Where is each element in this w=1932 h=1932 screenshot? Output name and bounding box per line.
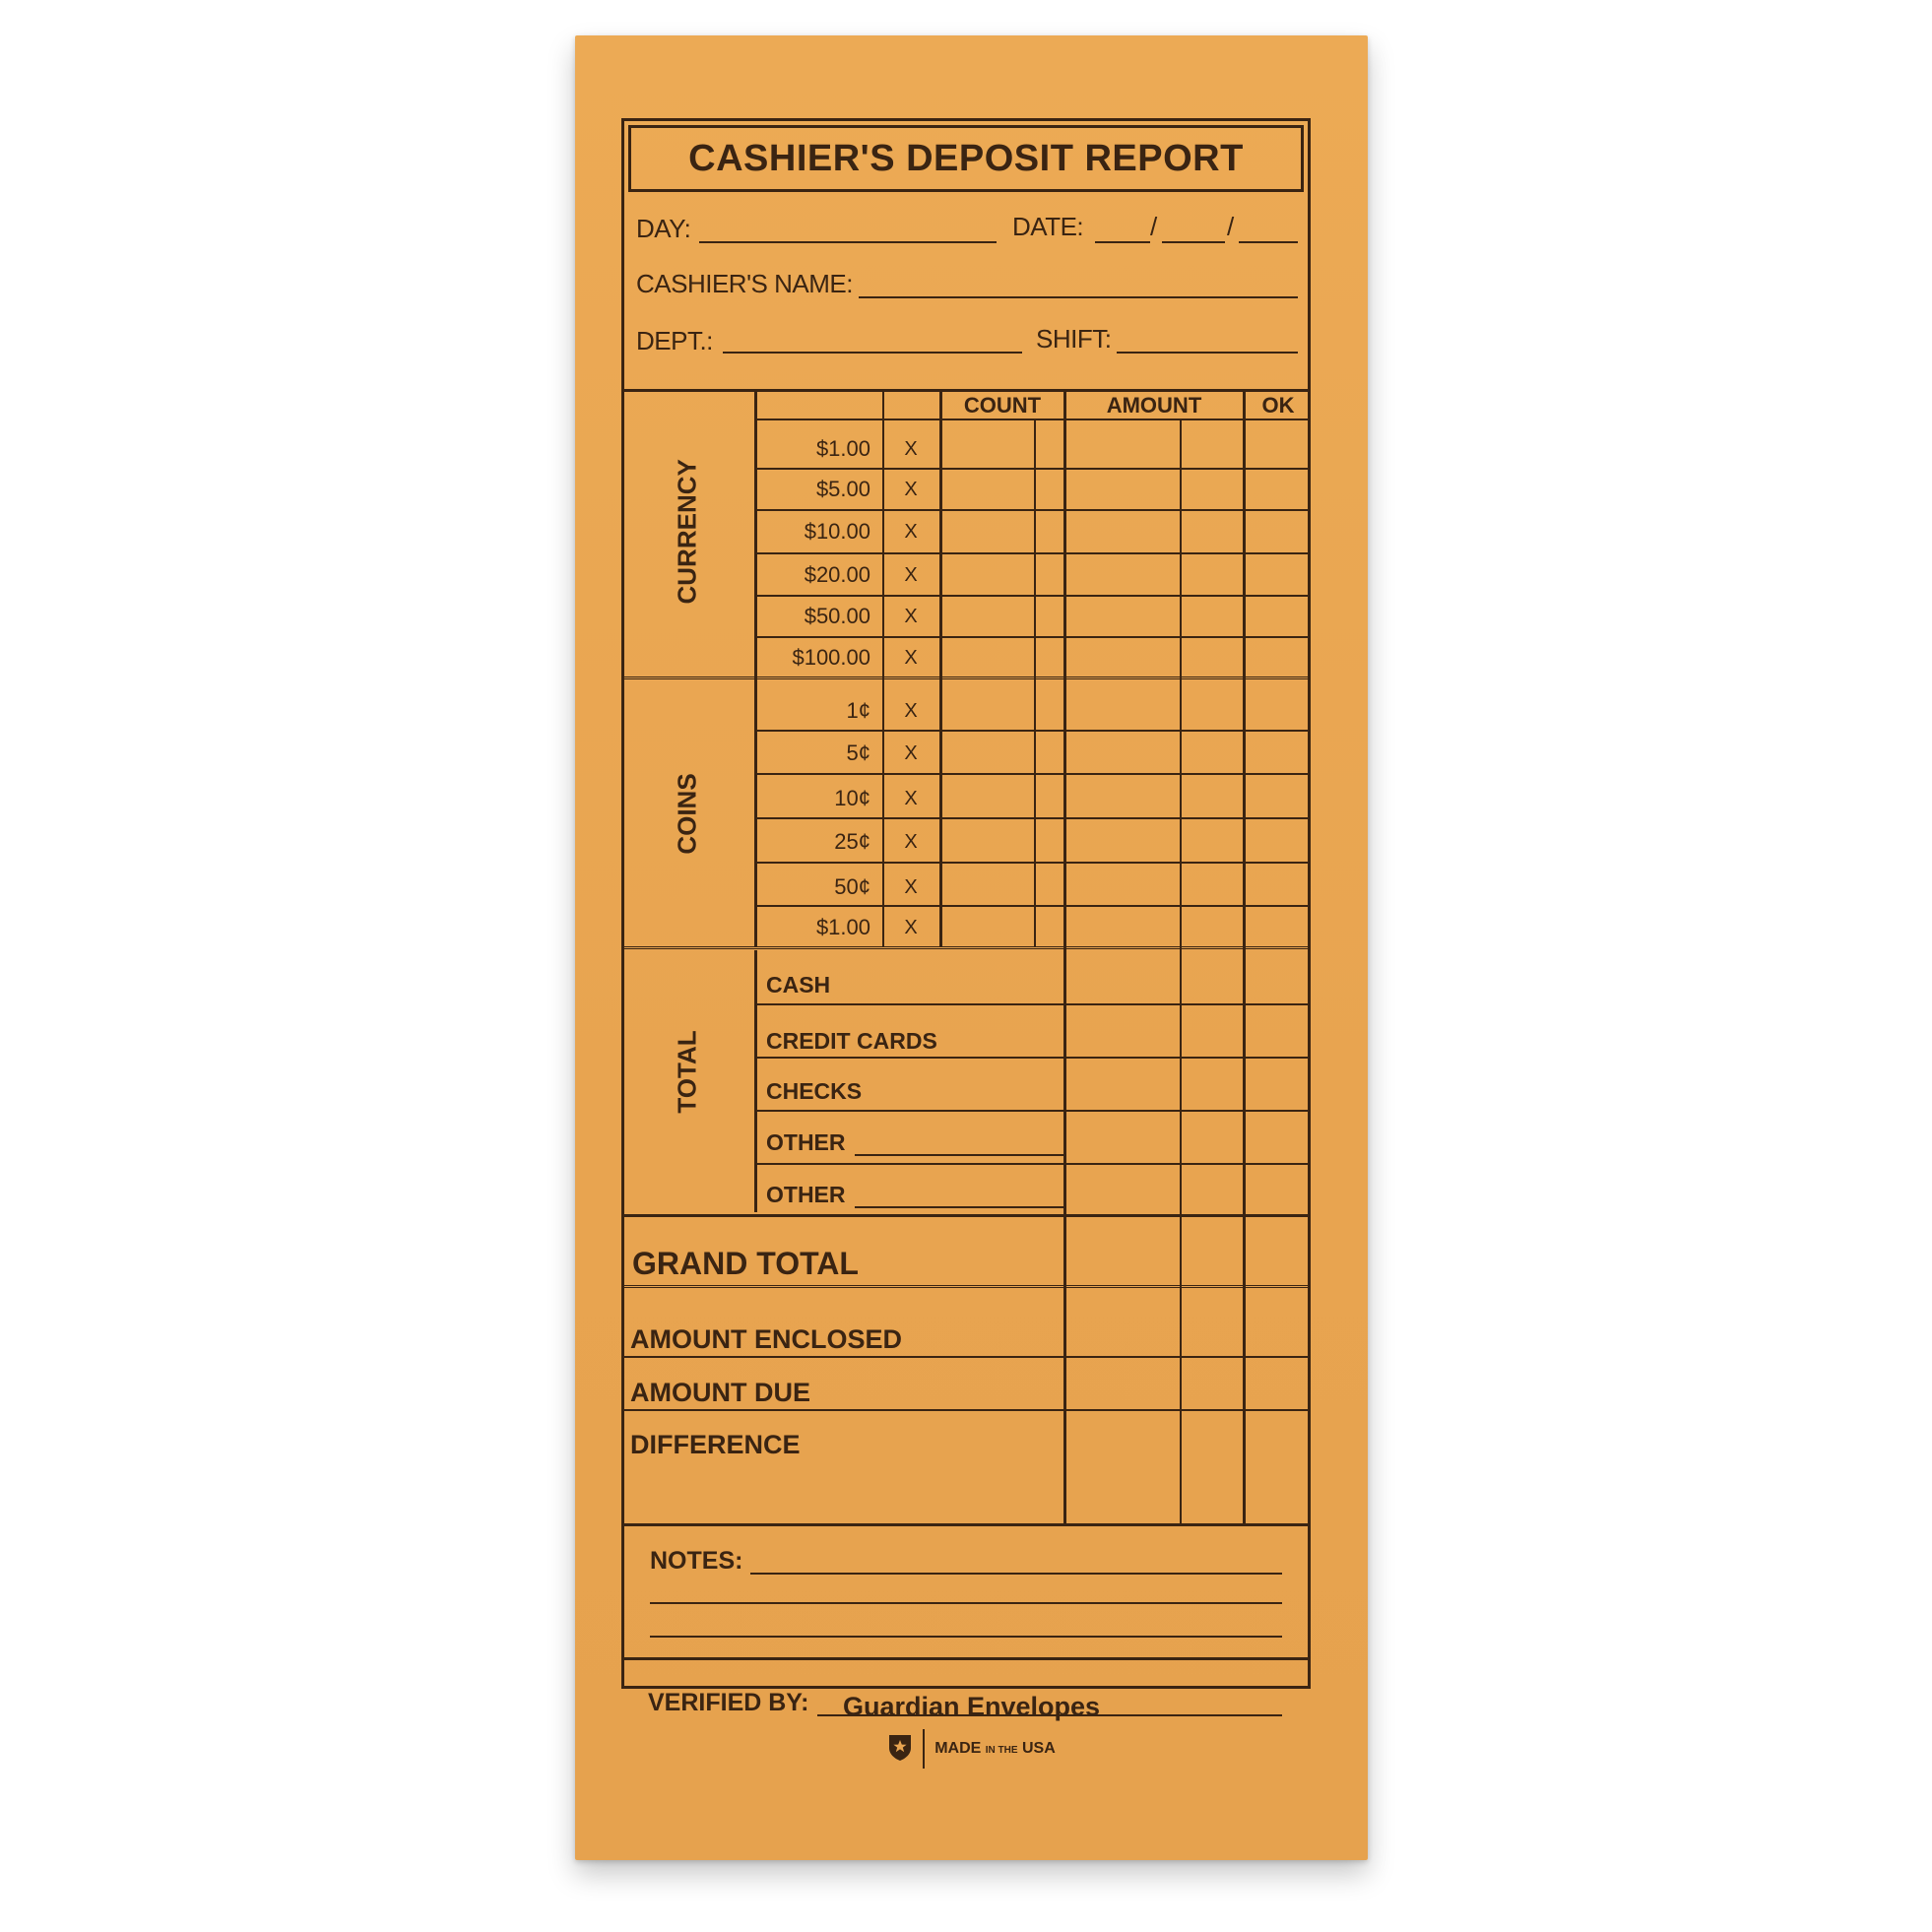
row-line [754,468,1308,470]
count-column-header: COUNT [963,393,1042,418]
currency-denomination: $100.00 [792,645,870,670]
verified-by-label: VERIFIED BY: [648,1689,809,1716]
day-field[interactable] [699,241,997,243]
notes-line[interactable] [650,1636,1282,1638]
currency-denomination: $1.00 [815,436,870,461]
total-row-other: OTHER [766,1129,846,1155]
row-line [754,595,1308,597]
date-day-field[interactable] [1162,241,1225,243]
times-mark: X [904,876,918,898]
times-mark: X [904,831,918,853]
currency-section-label: CURRENCY [672,459,702,605]
times-mark: X [904,479,918,500]
amount-column-header: AMOUNT [1106,393,1202,418]
total-row-checks: CHECKS [766,1078,863,1104]
times-mark: X [904,917,918,938]
coin-denomination: $1.00 [815,915,870,939]
total-row-credit-cards: CREDIT CARDS [766,1028,937,1054]
coin-denomination: 1¢ [846,698,870,723]
times-mark: X [904,647,918,669]
logo-divider [923,1729,925,1769]
dept-label: DEPT.: [636,326,713,355]
row-line [754,1003,1308,1005]
made-in-usa [575,1729,1368,1769]
dept-field[interactable] [723,352,1022,354]
row-line [754,1110,1308,1112]
count-subdivider [1034,419,1036,946]
times-mark: X [904,521,918,543]
times-mark: X [904,438,918,460]
coins-total-divider [624,946,1308,952]
form-title-text: CASHIER'S DEPOSIT REPORT [688,137,1244,179]
date-month-field[interactable] [1095,241,1150,243]
other-description-field[interactable] [855,1154,1063,1156]
made-text: MADE [934,1740,982,1757]
shift-label: SHIFT: [1036,324,1112,354]
currency-denomination: $50.00 [804,604,870,628]
deposit-envelope [575,35,1368,1860]
cashier-name-label: CASHIER'S NAME: [636,269,853,298]
shield-star-icon [887,1732,913,1767]
row-line [624,1356,1308,1358]
amount-due-label: AMOUNT DUE [630,1378,810,1407]
times-mark: X [904,606,918,627]
coin-denomination: 25¢ [834,829,870,854]
cashier-name-field[interactable] [859,296,1298,298]
row-line [754,636,1308,638]
brand-name: Guardian Envelopes [842,1692,1101,1721]
grand-total-divider [624,1214,1308,1217]
total-section-divider [754,950,757,1212]
date-label: DATE: [1012,212,1084,241]
times-mark: X [904,700,918,722]
row-line [754,773,1308,775]
amount-subdivider [1180,419,1182,1524]
coins-section-label: COINS [672,773,702,855]
form-title [628,125,1304,192]
difference-label: DIFFERENCE [630,1430,801,1459]
other-description-field[interactable] [855,1206,1063,1208]
count-amount-divider [1063,391,1066,1524]
coin-denomination: 5¢ [846,741,870,765]
total-section-label: TOTAL [672,1030,702,1114]
row-line [754,1163,1308,1165]
verified-divider [624,1657,1308,1660]
shift-field[interactable] [1117,352,1298,354]
currency-denomination: $20.00 [804,562,870,587]
usa-text: USA [1022,1740,1056,1757]
column-header-line [754,419,1308,420]
notes-label: NOTES: [650,1547,743,1575]
notes-line[interactable] [750,1573,1282,1575]
date-separator: / [1150,212,1157,241]
notes-divider [624,1523,1308,1526]
date-separator: / [1227,212,1234,241]
notes-line[interactable] [650,1602,1282,1604]
row-line [754,509,1308,511]
ok-column-header: OK [1261,393,1295,418]
day-label: DAY: [636,214,691,243]
in-the-text: IN THE [985,1745,1018,1756]
row-line [754,1057,1308,1059]
amount-enclosed-label: AMOUNT ENCLOSED [630,1324,902,1354]
grand-total-label: GRAND TOTAL [632,1246,859,1281]
date-year-field[interactable] [1239,241,1298,243]
row-line [754,552,1308,554]
total-row-cash: CASH [766,972,831,998]
grand-total-bottom-divider [624,1285,1308,1291]
row-line [754,817,1308,819]
times-mark: X [904,564,918,586]
currency-denomination: $10.00 [804,519,870,544]
currency-denomination: $5.00 [815,477,870,501]
times-mark: X [904,788,918,809]
total-row-other: OTHER [766,1182,846,1207]
row-line [624,1409,1308,1411]
currency-coins-divider [624,676,1308,682]
header-divider [624,389,1308,392]
amount-ok-divider [1243,391,1246,1524]
times-mark: X [904,742,918,764]
row-line [754,730,1308,732]
row-line [754,905,1308,907]
row-line [754,862,1308,864]
coin-denomination: 50¢ [834,874,870,899]
coin-denomination: 10¢ [834,786,870,810]
